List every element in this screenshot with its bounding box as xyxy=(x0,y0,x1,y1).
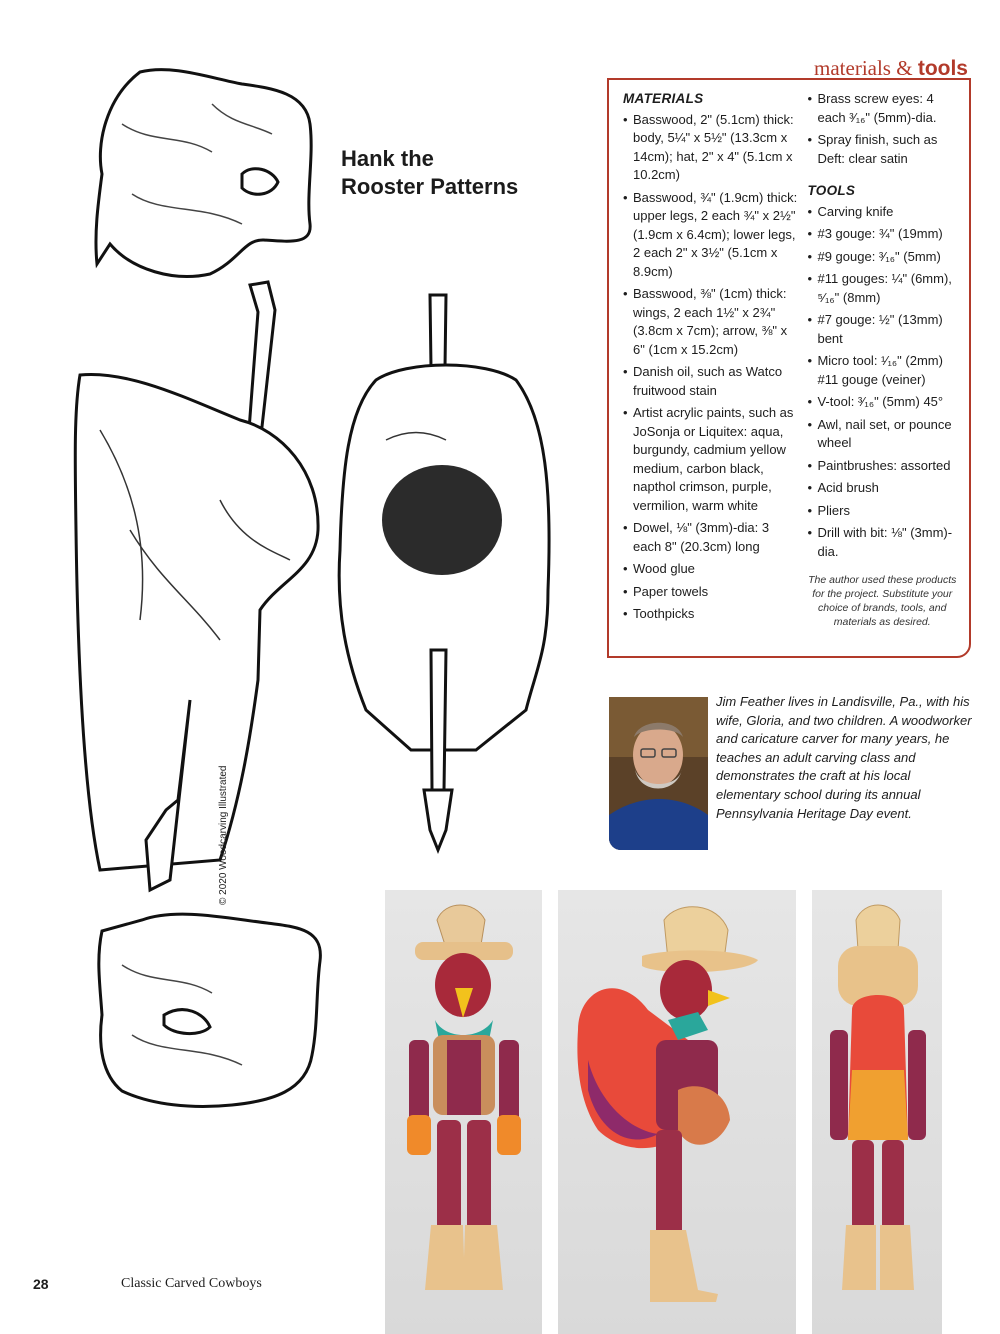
author-portrait-illustration xyxy=(609,697,708,850)
materials-item: • Spray finish, such as Deft: clear satin xyxy=(807,131,957,168)
tools-item: • Carving knife xyxy=(807,203,957,222)
tools-item: • Acid brush xyxy=(807,479,957,498)
materials-item: • Paper towels xyxy=(623,583,797,602)
carving-front-photo xyxy=(385,890,542,1334)
section-tag-light: materials & xyxy=(814,56,913,80)
materials-item: • Wood glue xyxy=(623,560,797,579)
pattern-title xyxy=(341,145,518,201)
tools-item: • V-tool: ³⁄₁₆" (5mm) 45° xyxy=(807,393,957,412)
hat-bottom-view-drawing xyxy=(92,905,327,1110)
body-front-view-drawing xyxy=(326,290,561,870)
tools-column xyxy=(807,90,957,629)
section-tag-bold: tools xyxy=(917,57,968,80)
carving-side-photo xyxy=(558,890,796,1334)
tools-list xyxy=(807,203,957,562)
materials-item: • Toothpicks xyxy=(623,605,797,624)
materials-item: • Basswood, ⅜" (1cm) thick: wings, 2 each 1½" x 2¾" (3.8cm x 7cm); arrow, ⅜" x 6" (1cm x 15.2cm) xyxy=(623,285,797,359)
hat-side-view-drawing xyxy=(70,280,325,900)
copyright-notice: © 2020 Woodcarving Illustrated xyxy=(218,765,229,905)
author-photo xyxy=(609,697,708,850)
pattern-title-line1: Hank the xyxy=(341,146,434,171)
tools-item: • #3 gouge: ¾" (19mm) xyxy=(807,225,957,244)
materials-list-continued xyxy=(807,90,957,168)
tools-item: • #7 gouge: ½" (13mm) bent xyxy=(807,311,957,348)
materials-item: • Basswood, 2" (5.1cm) thick: body, 5¼" x 5½" (13.3cm x 14cm); hat, 2" x 4" (5.1cm x 10.2cm) xyxy=(623,111,797,185)
page-number: 28 xyxy=(33,1276,49,1292)
materials-item: • Dowel, ⅛" (3mm)-dia: 3 each 8" (20.3cm) long xyxy=(623,519,797,556)
materials-heading: MATERIALS xyxy=(623,91,704,106)
materials-column xyxy=(623,90,797,629)
materials-list xyxy=(623,111,797,624)
publication-title: Classic Carved Cowboys xyxy=(121,1276,262,1291)
disclaimer-note: The author used these products for the project. Substitute your choice of brands, tools, and materials as desired. xyxy=(808,574,957,628)
materials-item: • Danish oil, such as Watco fruitwood stain xyxy=(623,363,797,400)
tools-item: • Awl, nail set, or pounce wheel xyxy=(807,416,957,453)
materials-item: • Brass screw eyes: 4 each ³⁄₁₆" (5mm)-dia. xyxy=(807,90,957,127)
tools-item: • Pliers xyxy=(807,502,957,521)
carving-back-photo xyxy=(812,890,942,1334)
tools-item: • #9 gouge: ³⁄₁₆" (5mm) xyxy=(807,248,957,267)
tools-item: • #11 gouges: ¼" (6mm), ⁵⁄₁₆" (8mm) xyxy=(807,270,957,307)
hat-top-view-drawing xyxy=(92,64,322,289)
pattern-title-line2: Rooster Patterns xyxy=(341,174,519,199)
author-bio: Jim Feather lives in Landisville, Pa., with his wife, Gloria, and two children. A woodworker and caricature carver for many years, he teaches an adult carving class and demonstrates the craft at his local elementary school during its annual Pennsylvania Heritage Day event. xyxy=(716,694,972,821)
materials-item: • Basswood, ¾" (1.9cm) thick: upper legs, 2 each ¾" x 2½" (1.9cm x 6.4cm); lower legs, 2 each 2" x 3½" (5.1cm x 8.9cm) xyxy=(623,189,797,282)
tools-heading: TOOLS xyxy=(807,183,856,198)
tools-item: • Paintbrushes: assorted xyxy=(807,457,957,476)
materials-tools-box xyxy=(607,78,971,658)
tools-item: • Drill with bit: ⅛" (3mm)-dia. xyxy=(807,524,957,561)
tools-item: • Micro tool: ¹⁄₁₆" (2mm) #11 gouge (veiner) xyxy=(807,352,957,389)
materials-item: • Artist acrylic paints, such as JoSonja or Liquitex: aqua, burgundy, cadmium yellow medium, carbon black, napthol crimson, purple, vermilion, warm white xyxy=(623,404,797,515)
